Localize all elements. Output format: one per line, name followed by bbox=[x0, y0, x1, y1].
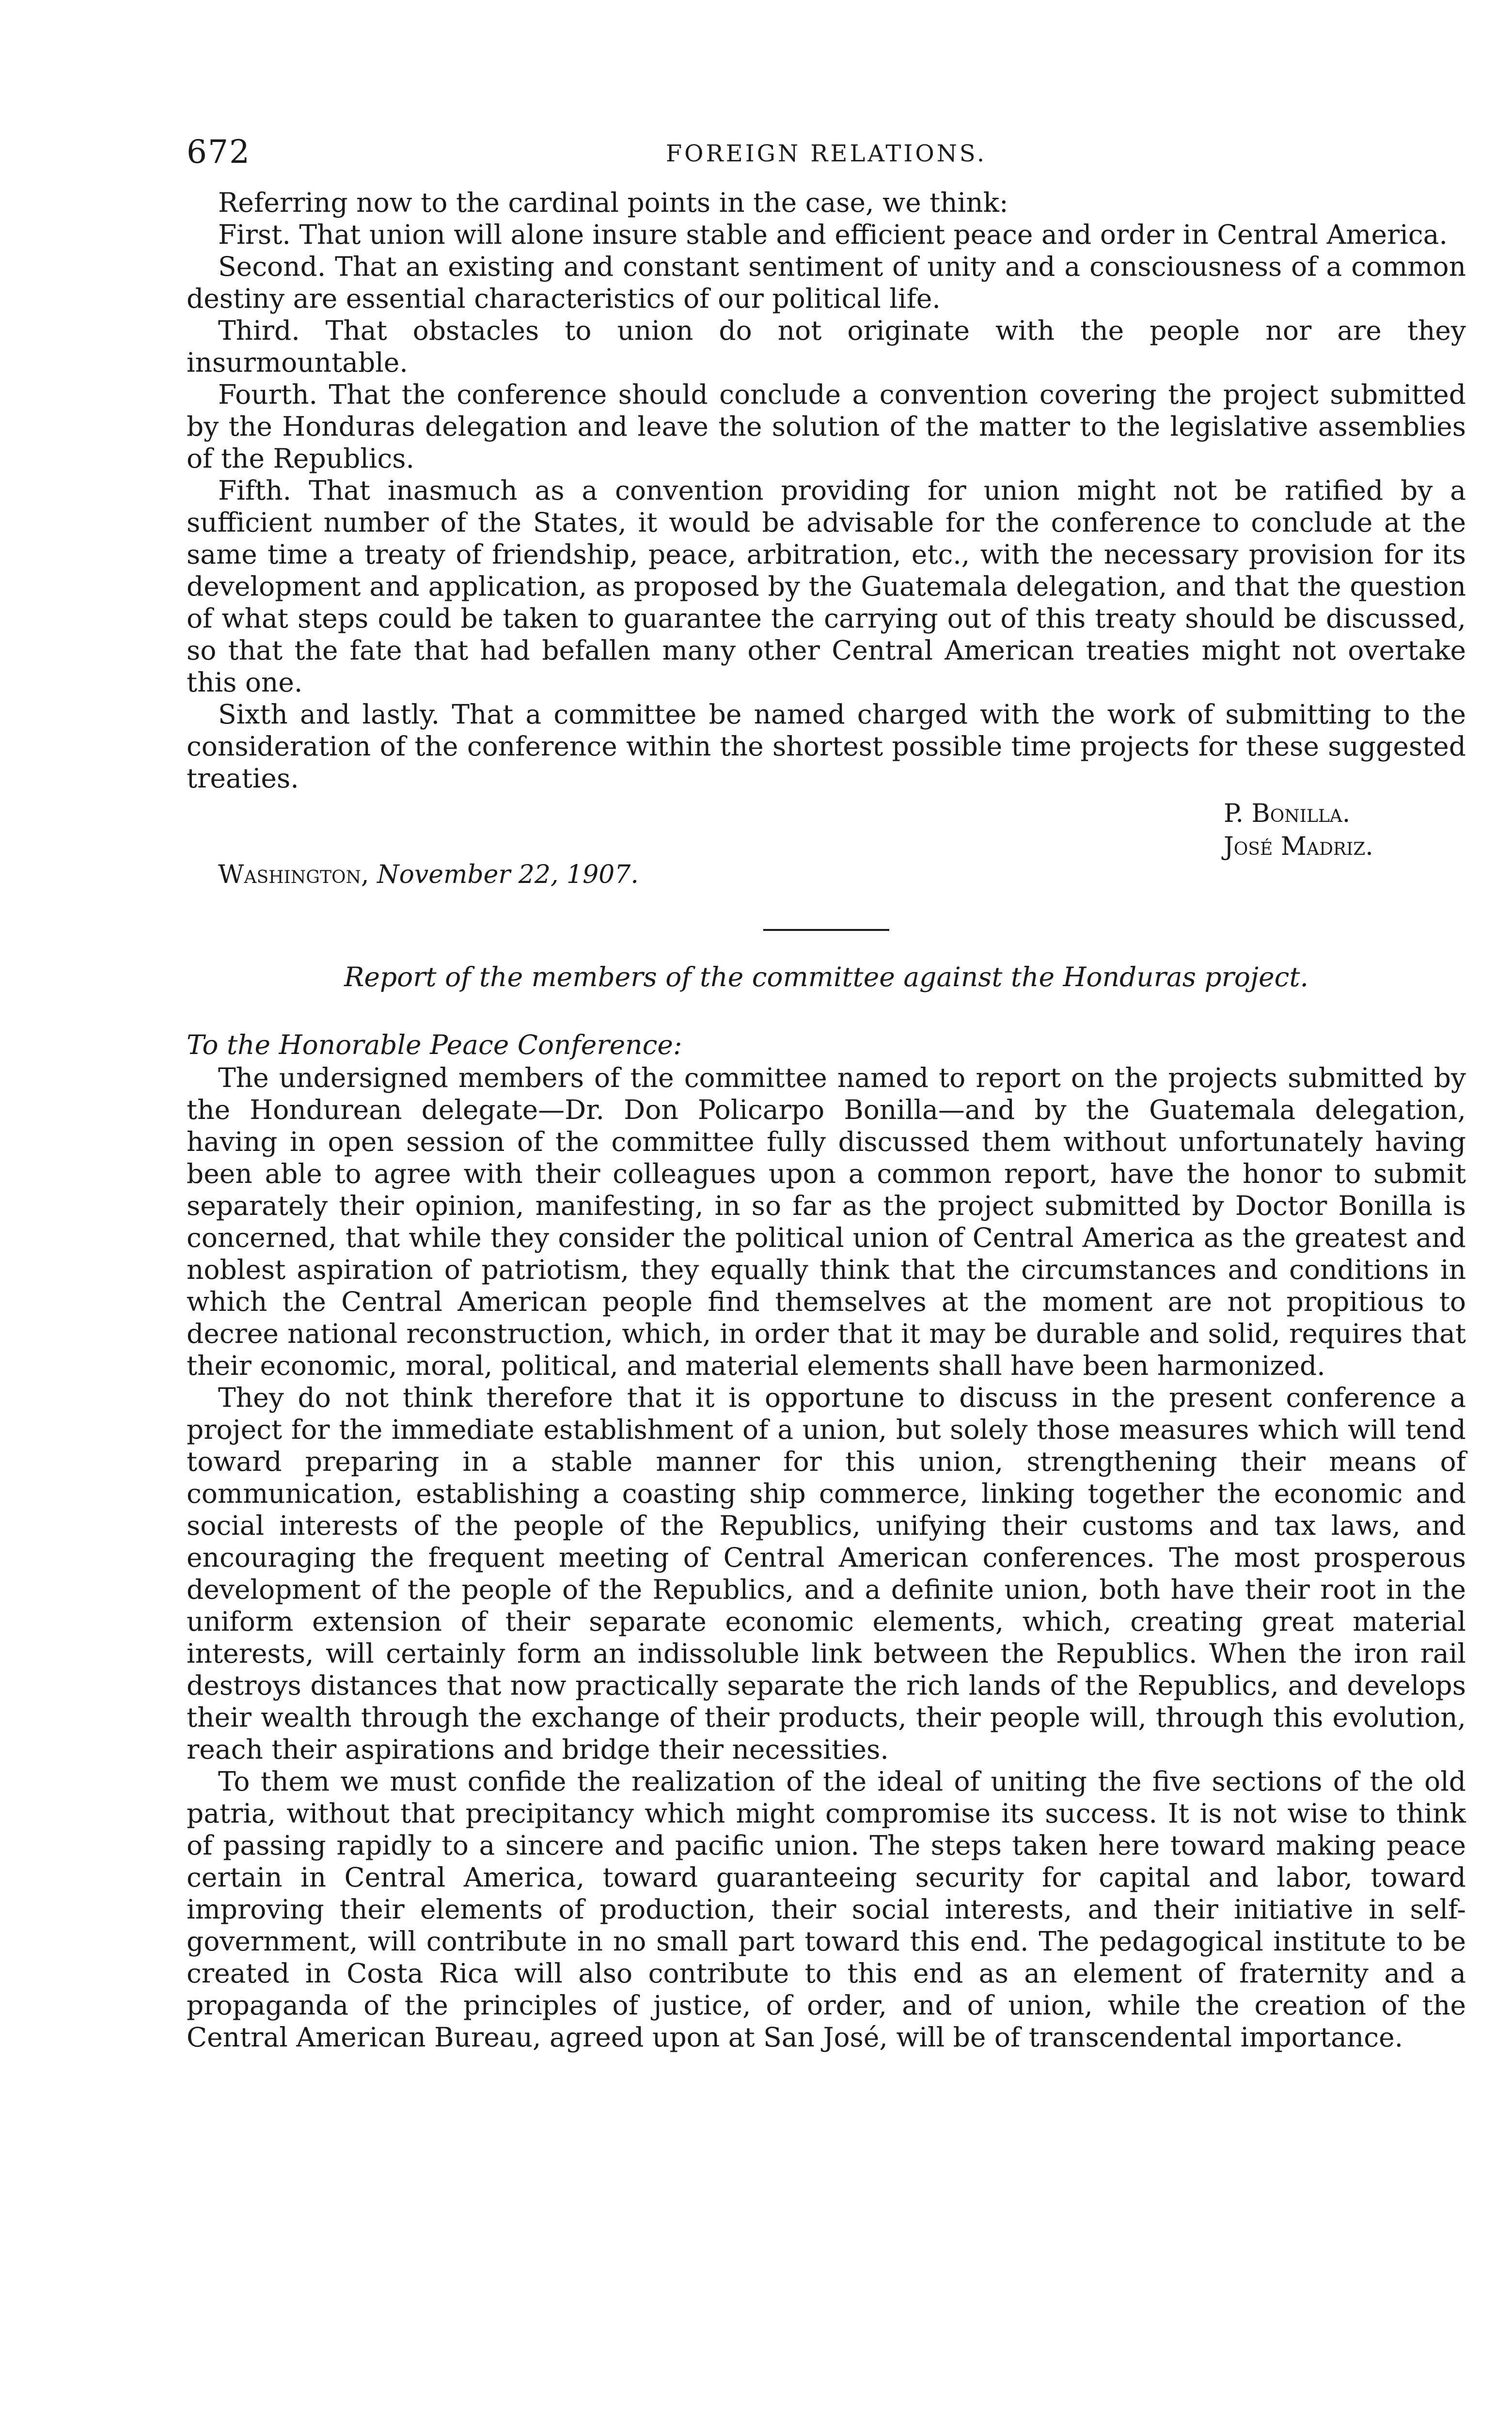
document-page bbox=[187, 133, 1466, 2053]
dateline-place: Washington, bbox=[218, 860, 369, 889]
paragraph-intro: Referring now to the cardinal points in the case, we think: bbox=[218, 187, 1008, 218]
report-heading: Report of the members of the committee against the Honduras project. bbox=[344, 961, 1309, 992]
dateline-date: November 22, 1907. bbox=[377, 860, 639, 889]
paragraph-third: Third. That obstacles to union do not originate with the people nor are they insurmountable. bbox=[187, 315, 1466, 378]
signature-madriz: José Madriz. bbox=[1224, 832, 1373, 861]
report-body bbox=[187, 1062, 1466, 2053]
opinion-body bbox=[187, 187, 1466, 794]
running-header bbox=[187, 133, 1466, 187]
report-paragraph: The undersigned members of the committee named to report on the projects submitted by the Hondurean delegate—Dr. Don Policarpo Bonilla—and by the Guatemala delegation, having in open session of the committee fully discussed them without unfortunately having been able to agree with their colleagues upon a common report, have the honor to submit separately their opinion, manifesting, in so far as the project submitted by Doctor Bonilla is concerned, that while they consider the political union of Central America as the greatest and noblest aspiration of patriotism, they equally think that the circumstances and conditions in which the Central American people find themselves at the moment are not propitious to decree national reconstruction, which, in order that it may be durable and solid, requires that their economic, moral, political, and material elements shall have been harmonized. bbox=[187, 1062, 1466, 1381]
page-number: 672 bbox=[187, 133, 251, 171]
report-paragraph: To them we must confide the realization of the ideal of uniting the five sections of the old patria, without that precipitancy which might compromise its success. It is not wise to think of passing rapidly to a sincere and pacific union. The steps taken here toward making peace certain in Central America, toward guaranteeing security for capital and labor, toward improving their elements of production, their social interests, and their initiative in self-government, will contribute in no small part toward this end. The pedagogical institute to be created in Costa Rica will also contribute to this end as an element of fraternity and a propaganda of the principles of justice, of order, and of union, while the creation of the Central American Bureau, agreed upon at San José, will be of transcendental importance. bbox=[187, 1766, 1466, 2053]
paragraph-fourth: Fourth. That the conference should conclude a convention covering the project submitted by the Honduras delegation and leave the solution of the matter to the legislative assemblies of the Republics. bbox=[187, 379, 1466, 474]
running-title: FOREIGN RELATIONS. bbox=[665, 140, 987, 167]
paragraph-fifth: Fifth. That inasmuch as a convention providing for union might not be ratified by a sufficient number of the States, it would be advisable for the conference to conclude at the same time a treaty of friendship, peace, arbitration, etc., with the necessary provision for its development and application, as proposed by the Guatemala delegation, and that the question of what steps could be taken to guarantee the carrying out of this treaty should be discussed, so that the fate that had befallen many other Central American treaties might not overtake this one. bbox=[187, 475, 1466, 698]
paragraph-second: Second. That an existing and constant sentiment of unity and a consciousness of a common destiny are essential characteristics of our political life. bbox=[187, 251, 1466, 314]
paragraph-first: First. That union will alone insure stable and efficient peace and order in Central America. bbox=[218, 219, 1448, 250]
dateline bbox=[187, 858, 1466, 891]
salutation: To the Honorable Peace Conference: bbox=[187, 1029, 682, 1060]
signature-block bbox=[187, 797, 1466, 863]
signature-bonilla: P. Bonilla. bbox=[1224, 799, 1351, 828]
paragraph-sixth: Sixth and lastly. That a committee be named charged with the work of submitting to the consideration of the conference within the shortest possible time projects for these suggested treaties. bbox=[187, 699, 1466, 794]
report-paragraph: They do not think therefore that it is opportune to discuss in the present conference a project for the immediate establishment of a union, but solely those measures which will tend toward preparing in a stable manner for this union, strengthening their means of communication, establishing a coasting ship commerce, linking together the economic and social interests of the people of the Republics, unifying their customs and tax laws, and encouraging the frequent meeting of Central American conferences. The most prosperous development of the people of the Republics, and a definite union, both have their root in the uniform extension of their separate economic elements, which, creating great material interests, will certainly form an indissoluble link between the Republics. When the iron rail destroys distances that now practically separate the rich lands of the Republics, and develops their wealth through the exchange of their products, their people will, through this evolution, reach their aspirations and bridge their necessities. bbox=[187, 1382, 1466, 1765]
section-divider bbox=[763, 929, 889, 931]
